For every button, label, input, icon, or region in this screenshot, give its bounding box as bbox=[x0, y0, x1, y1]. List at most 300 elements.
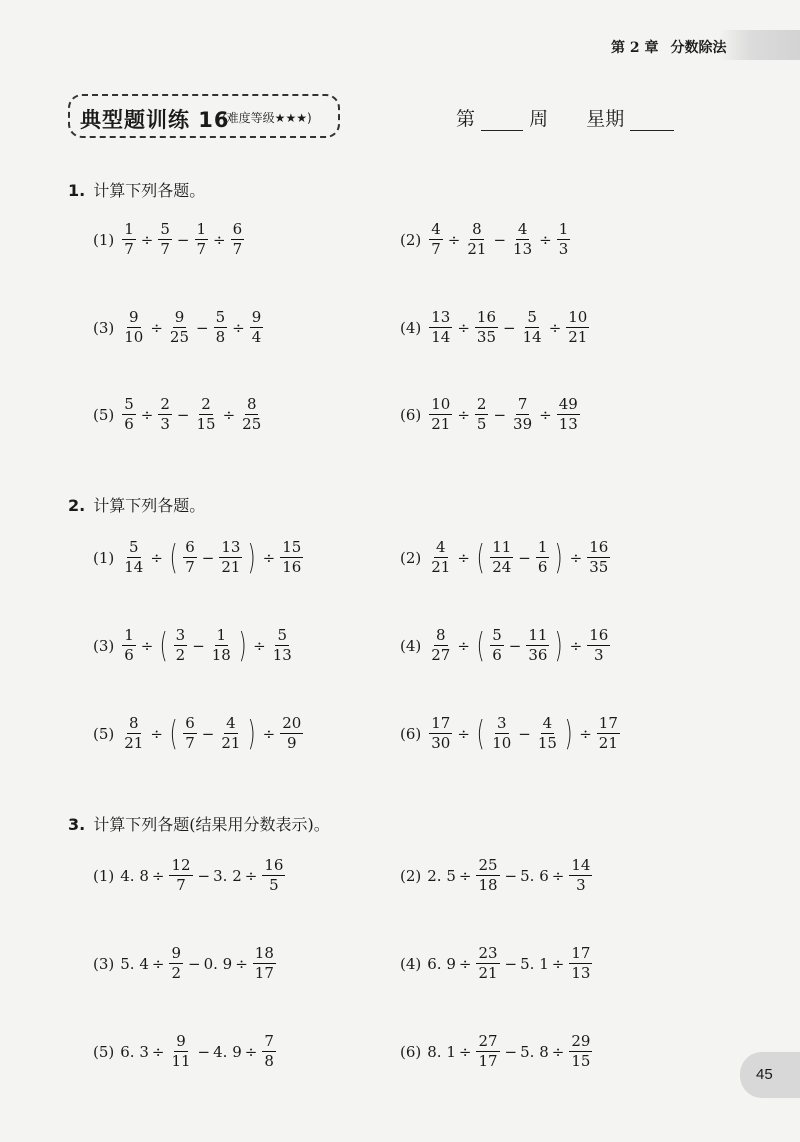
numerator: 13 bbox=[431, 308, 451, 326]
fraction bbox=[214, 310, 228, 345]
denominator: 13 bbox=[513, 240, 533, 258]
page-number: 45 bbox=[756, 1066, 773, 1083]
denominator: 13 bbox=[558, 415, 578, 433]
denominator: 6 bbox=[492, 646, 502, 664]
numerator: 11 bbox=[528, 626, 548, 644]
problem-item bbox=[93, 1034, 278, 1069]
divide-operator: ÷ bbox=[151, 954, 165, 973]
numerator: 1 bbox=[216, 626, 227, 644]
numerator: 9 bbox=[129, 308, 139, 326]
fraction bbox=[174, 628, 188, 663]
divide-operator: ÷ bbox=[458, 954, 472, 973]
week-field bbox=[456, 104, 674, 131]
problem-label: (3) bbox=[93, 636, 115, 655]
problem-label: (4) bbox=[400, 954, 422, 973]
fraction bbox=[536, 540, 550, 575]
weekday-blank[interactable] bbox=[630, 112, 674, 131]
denominator: 7 bbox=[124, 240, 134, 258]
problem-item bbox=[93, 858, 287, 893]
problem-label: (5) bbox=[93, 724, 115, 743]
decimal-number: 5. 8 bbox=[520, 1042, 549, 1061]
numerator: 8 bbox=[436, 626, 446, 644]
numerator: 1 bbox=[196, 220, 207, 238]
numerator: 16 bbox=[589, 626, 609, 644]
denominator: 17 bbox=[254, 964, 274, 982]
fraction bbox=[526, 628, 549, 663]
denominator: 13 bbox=[571, 964, 591, 982]
denominator: 7 bbox=[160, 240, 170, 258]
fraction bbox=[536, 716, 559, 751]
fraction bbox=[169, 946, 183, 981]
problem-label: (6) bbox=[400, 405, 422, 424]
divide-operator: ÷ bbox=[140, 405, 154, 424]
denominator: 15 bbox=[571, 1052, 591, 1070]
numerator: 5 bbox=[277, 626, 288, 644]
section-instruction: 计算下列各题。 bbox=[93, 181, 206, 200]
denominator: 39 bbox=[513, 415, 533, 433]
problem-item bbox=[400, 222, 572, 257]
minus-operator: − bbox=[518, 548, 531, 567]
numerator: 13 bbox=[221, 538, 241, 556]
problem-item bbox=[400, 1034, 594, 1069]
numerator: 5 bbox=[160, 220, 170, 238]
numerator: 12 bbox=[171, 856, 191, 874]
problem-item bbox=[93, 537, 305, 578]
fraction bbox=[158, 222, 172, 257]
divide-operator: ÷ bbox=[539, 405, 552, 424]
numerator: 14 bbox=[571, 856, 591, 874]
denominator: 7 bbox=[232, 240, 243, 258]
fraction bbox=[429, 628, 452, 663]
minus-operator: − bbox=[176, 230, 190, 249]
denominator: 2 bbox=[171, 964, 181, 982]
minus-operator: − bbox=[504, 954, 518, 973]
fraction bbox=[219, 716, 242, 751]
section-title bbox=[68, 812, 330, 835]
denominator: 9 bbox=[287, 734, 297, 752]
denominator: 14 bbox=[124, 558, 144, 576]
problem-label: (2) bbox=[400, 230, 422, 249]
numerator: 6 bbox=[232, 220, 243, 238]
denominator: 21 bbox=[467, 240, 487, 258]
numerator: 9 bbox=[176, 1032, 186, 1050]
numerator: 6 bbox=[185, 714, 195, 732]
fraction bbox=[476, 858, 499, 893]
numerator: 7 bbox=[264, 1032, 274, 1050]
numerator: 3 bbox=[496, 714, 507, 732]
denominator: 13 bbox=[272, 646, 292, 664]
denominator: 4 bbox=[251, 328, 262, 346]
problem-item bbox=[400, 397, 582, 432]
fraction bbox=[475, 397, 489, 432]
fraction bbox=[250, 310, 264, 345]
numerator: 1 bbox=[124, 626, 134, 644]
fraction bbox=[122, 397, 136, 432]
fraction bbox=[280, 716, 303, 751]
minus-operator: − bbox=[197, 1042, 211, 1061]
divide-operator: ÷ bbox=[457, 636, 470, 655]
problem-label: (5) bbox=[93, 405, 115, 424]
problem-label: (3) bbox=[93, 318, 115, 337]
denominator: 21 bbox=[124, 734, 144, 752]
decimal-number: 5. 6 bbox=[520, 866, 549, 885]
close-paren: ) bbox=[248, 537, 257, 578]
chapter-title: 分数除法 bbox=[670, 40, 727, 56]
numerator: 1 bbox=[558, 220, 569, 238]
minus-operator: − bbox=[196, 318, 209, 337]
numerator: 4 bbox=[436, 538, 446, 556]
denominator: 21 bbox=[221, 734, 241, 752]
minus-operator: − bbox=[201, 724, 215, 743]
divide-operator: ÷ bbox=[548, 318, 562, 337]
problem-label: (4) bbox=[400, 318, 422, 337]
fraction bbox=[280, 540, 303, 575]
denominator: 21 bbox=[221, 558, 241, 576]
problem-item bbox=[93, 713, 305, 754]
fraction bbox=[429, 222, 443, 257]
fraction bbox=[429, 716, 452, 751]
divide-operator: ÷ bbox=[150, 548, 163, 567]
denominator: 5 bbox=[476, 415, 487, 433]
fraction bbox=[122, 628, 136, 663]
minus-operator: − bbox=[503, 318, 516, 337]
denominator: 24 bbox=[492, 558, 512, 576]
fraction bbox=[122, 540, 145, 575]
divide-operator: ÷ bbox=[458, 866, 472, 885]
numerator: 5 bbox=[527, 308, 537, 326]
problem-item bbox=[400, 537, 612, 578]
minus-operator: − bbox=[188, 954, 201, 973]
denominator: 21 bbox=[478, 964, 498, 982]
numerator: 17 bbox=[431, 714, 451, 732]
divide-operator: ÷ bbox=[551, 954, 565, 973]
fraction bbox=[557, 222, 571, 257]
fraction bbox=[240, 397, 263, 432]
numerator: 2 bbox=[476, 395, 487, 413]
divide-operator: ÷ bbox=[140, 230, 154, 249]
fraction bbox=[490, 716, 513, 751]
denominator: 35 bbox=[589, 558, 609, 576]
fraction bbox=[569, 1034, 592, 1069]
fraction bbox=[465, 222, 488, 257]
denominator: 7 bbox=[176, 876, 186, 894]
fraction bbox=[262, 858, 285, 893]
fraction bbox=[566, 310, 589, 345]
section-title bbox=[68, 493, 205, 516]
divide-operator: ÷ bbox=[447, 230, 461, 249]
divide-operator: ÷ bbox=[551, 866, 565, 885]
fraction bbox=[569, 946, 592, 981]
denominator: 14 bbox=[522, 328, 542, 346]
divide-operator: ÷ bbox=[579, 724, 592, 743]
numerator: 6 bbox=[185, 538, 195, 556]
numerator: 2 bbox=[160, 395, 170, 413]
denominator: 36 bbox=[528, 646, 548, 664]
fraction bbox=[183, 716, 197, 751]
problem-item bbox=[93, 625, 296, 666]
numerator: 7 bbox=[517, 395, 528, 413]
problem-label: (1) bbox=[93, 548, 115, 567]
denominator: 16 bbox=[282, 558, 302, 576]
problem-item bbox=[93, 946, 278, 981]
problem-item bbox=[400, 625, 612, 666]
problem-label: (4) bbox=[400, 636, 422, 655]
fraction bbox=[587, 540, 610, 575]
denominator: 17 bbox=[478, 1052, 498, 1070]
denominator: 21 bbox=[431, 415, 451, 433]
problem-label: (6) bbox=[400, 724, 422, 743]
divide-operator: ÷ bbox=[151, 1042, 165, 1061]
fraction bbox=[158, 397, 172, 432]
minus-operator: − bbox=[493, 230, 507, 249]
page-title: 典型题训练 16 bbox=[80, 108, 230, 132]
open-paren: ( bbox=[476, 537, 485, 578]
minus-operator: − bbox=[504, 866, 518, 885]
divide-operator: ÷ bbox=[140, 636, 154, 655]
divide-operator: ÷ bbox=[457, 318, 470, 337]
numerator: 17 bbox=[598, 714, 618, 732]
difficulty-label: (难度等级★★★) bbox=[222, 111, 312, 125]
denominator: 18 bbox=[478, 876, 498, 894]
problem-label: (1) bbox=[93, 230, 115, 249]
close-paren: ) bbox=[564, 713, 573, 754]
open-paren: ( bbox=[476, 625, 485, 666]
denominator: 14 bbox=[431, 328, 451, 346]
numerator: 16 bbox=[476, 308, 497, 326]
numerator: 10 bbox=[431, 395, 451, 413]
fraction bbox=[271, 628, 294, 663]
problem-item bbox=[93, 310, 265, 345]
fraction bbox=[511, 397, 534, 432]
problem-label: (3) bbox=[93, 954, 115, 973]
problem-item bbox=[400, 946, 594, 981]
denominator: 6 bbox=[537, 558, 548, 576]
denominator: 3 bbox=[594, 646, 604, 664]
fraction bbox=[122, 716, 145, 751]
close-paren: ) bbox=[555, 625, 564, 666]
decimal-number: 5. 4 bbox=[120, 954, 149, 973]
divide-operator: ÷ bbox=[569, 548, 583, 567]
denominator: 3 bbox=[576, 876, 586, 894]
minus-operator: − bbox=[176, 405, 190, 424]
denominator: 10 bbox=[124, 328, 144, 346]
divide-operator: ÷ bbox=[235, 954, 248, 973]
decimal-number: 6. 9 bbox=[427, 954, 456, 973]
close-paren: ) bbox=[248, 713, 257, 754]
fraction bbox=[219, 540, 242, 575]
decimal-number: 3. 2 bbox=[213, 866, 242, 885]
numerator: 5 bbox=[492, 626, 502, 644]
denominator: 15 bbox=[537, 734, 557, 752]
denominator: 21 bbox=[568, 328, 588, 346]
problem-label: (1) bbox=[93, 866, 115, 885]
fraction bbox=[429, 310, 452, 345]
fraction bbox=[490, 540, 513, 575]
numerator: 4 bbox=[226, 714, 236, 732]
denominator: 3 bbox=[558, 240, 569, 258]
fraction bbox=[490, 628, 504, 663]
section-title bbox=[68, 178, 205, 201]
fraction bbox=[569, 858, 592, 893]
problem-label: (5) bbox=[93, 1042, 115, 1061]
problem-label: (2) bbox=[400, 866, 422, 885]
fraction bbox=[429, 397, 452, 432]
denominator: 8 bbox=[215, 328, 226, 346]
open-paren: ( bbox=[169, 537, 178, 578]
decimal-number: 2. 5 bbox=[427, 866, 456, 885]
fraction bbox=[262, 1034, 276, 1069]
denominator: 2 bbox=[175, 646, 186, 664]
open-paren: ( bbox=[169, 713, 178, 754]
numerator: 9 bbox=[171, 944, 181, 962]
denominator: 18 bbox=[211, 646, 231, 664]
close-paren: ) bbox=[555, 537, 564, 578]
problem-item bbox=[400, 858, 594, 893]
numerator: 9 bbox=[251, 308, 262, 326]
open-paren: ( bbox=[160, 625, 168, 666]
numerator: 49 bbox=[558, 395, 578, 413]
week-prefix: 第 bbox=[456, 108, 476, 130]
problem-label: (2) bbox=[400, 548, 422, 567]
close-paren: ) bbox=[238, 625, 247, 666]
fraction bbox=[429, 540, 452, 575]
problem-item bbox=[93, 397, 265, 432]
numerator: 8 bbox=[246, 395, 257, 413]
numerator: 16 bbox=[264, 856, 284, 874]
fraction bbox=[475, 310, 498, 345]
divide-operator: ÷ bbox=[262, 548, 276, 567]
divide-operator: ÷ bbox=[150, 724, 163, 743]
chapter-header bbox=[611, 37, 739, 57]
divide-operator: ÷ bbox=[458, 1042, 472, 1061]
numerator: 1 bbox=[124, 220, 134, 238]
fraction bbox=[169, 858, 192, 893]
numerator: 2 bbox=[201, 395, 211, 413]
numerator: 16 bbox=[589, 538, 609, 556]
denominator: 15 bbox=[196, 415, 216, 433]
numerator: 23 bbox=[478, 944, 498, 962]
denominator: 7 bbox=[196, 240, 207, 258]
numerator: 11 bbox=[492, 538, 512, 556]
numerator: 4 bbox=[517, 220, 528, 238]
fraction bbox=[210, 628, 233, 663]
fraction bbox=[557, 397, 580, 432]
divide-operator: ÷ bbox=[262, 724, 276, 743]
section-number: 3. bbox=[68, 815, 86, 834]
open-paren: ( bbox=[476, 713, 485, 754]
denominator: 27 bbox=[431, 646, 451, 664]
divide-operator: ÷ bbox=[222, 405, 236, 424]
numerator: 8 bbox=[129, 714, 139, 732]
minus-operator: − bbox=[201, 548, 215, 567]
minus-operator: − bbox=[504, 1042, 518, 1061]
fraction bbox=[183, 540, 197, 575]
divide-operator: ÷ bbox=[457, 548, 470, 567]
fraction bbox=[231, 222, 245, 257]
denominator: 25 bbox=[242, 415, 262, 433]
minus-operator: − bbox=[192, 636, 205, 655]
section-instruction: 计算下列各题。 bbox=[93, 496, 206, 515]
fraction bbox=[597, 716, 620, 751]
numerator: 20 bbox=[282, 714, 302, 732]
denominator: 3 bbox=[160, 415, 170, 433]
weekday-label: 星期 bbox=[586, 108, 625, 130]
minus-operator: − bbox=[508, 636, 522, 655]
numerator: 27 bbox=[478, 1032, 498, 1050]
fraction bbox=[195, 222, 209, 257]
denominator: 7 bbox=[431, 240, 441, 258]
divide-operator: ÷ bbox=[569, 636, 583, 655]
divide-operator: ÷ bbox=[539, 230, 552, 249]
numerator: 5 bbox=[124, 395, 134, 413]
divide-operator: ÷ bbox=[151, 866, 165, 885]
fraction bbox=[122, 310, 145, 345]
fraction bbox=[168, 310, 191, 345]
divide-operator: ÷ bbox=[150, 318, 163, 337]
fraction bbox=[169, 1034, 192, 1069]
fraction bbox=[122, 222, 136, 257]
denominator: 7 bbox=[185, 558, 195, 576]
decimal-number: 5. 1 bbox=[520, 954, 549, 973]
denominator: 30 bbox=[431, 734, 451, 752]
problem-item bbox=[400, 310, 591, 345]
divide-operator: ÷ bbox=[244, 866, 258, 885]
minus-operator: − bbox=[518, 724, 531, 743]
fraction bbox=[253, 946, 276, 981]
denominator: 7 bbox=[185, 734, 195, 752]
denominator: 8 bbox=[264, 1052, 274, 1070]
problem-item bbox=[93, 222, 246, 257]
numerator: 8 bbox=[472, 220, 482, 238]
numerator: 3 bbox=[175, 626, 186, 644]
chapter-number: 第 2 章 bbox=[611, 40, 659, 56]
divide-operator: ÷ bbox=[457, 724, 470, 743]
decimal-number: 6. 3 bbox=[120, 1042, 149, 1061]
denominator: 6 bbox=[124, 415, 134, 433]
fraction bbox=[195, 397, 218, 432]
divide-operator: ÷ bbox=[232, 318, 245, 337]
fraction bbox=[476, 1034, 499, 1069]
denominator: 35 bbox=[476, 328, 497, 346]
decimal-number: 0. 9 bbox=[203, 954, 233, 973]
minus-operator: − bbox=[197, 866, 211, 885]
numerator: 5 bbox=[215, 308, 226, 326]
week-mid: 周 bbox=[529, 108, 549, 130]
section-number: 1. bbox=[68, 181, 86, 200]
divide-operator: ÷ bbox=[253, 636, 266, 655]
week-blank[interactable] bbox=[481, 112, 523, 131]
section-instruction: 计算下列各题(结果用分数表示)。 bbox=[93, 815, 330, 834]
decimal-number: 4. 8 bbox=[120, 866, 149, 885]
numerator: 25 bbox=[478, 856, 498, 874]
denominator: 21 bbox=[431, 558, 451, 576]
divide-operator: ÷ bbox=[213, 230, 226, 249]
denominator: 5 bbox=[269, 876, 279, 894]
section-number: 2. bbox=[68, 496, 86, 515]
minus-operator: − bbox=[493, 405, 507, 424]
numerator: 9 bbox=[174, 308, 185, 326]
fraction bbox=[511, 222, 534, 257]
fraction bbox=[587, 628, 610, 663]
decimal-number: 8. 1 bbox=[427, 1042, 456, 1061]
divide-operator: ÷ bbox=[244, 1042, 258, 1061]
numerator: 1 bbox=[537, 538, 548, 556]
divide-operator: ÷ bbox=[457, 405, 470, 424]
divide-operator: ÷ bbox=[551, 1042, 565, 1061]
numerator: 4 bbox=[542, 714, 553, 732]
numerator: 18 bbox=[254, 944, 274, 962]
numerator: 17 bbox=[571, 944, 591, 962]
